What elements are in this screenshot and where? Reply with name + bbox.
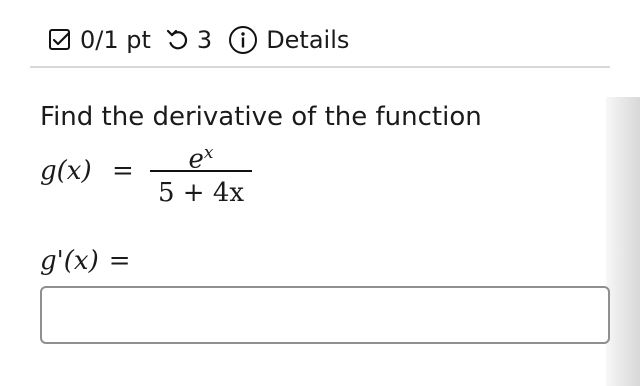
question-header: [30, 22, 610, 58]
fraction-denominator: 5 + 4x: [157, 178, 245, 208]
answer-input[interactable]: [40, 286, 610, 344]
answer-label-line: [40, 246, 131, 276]
function-equals: =: [112, 156, 134, 186]
function-label: g(x): [40, 156, 92, 186]
score-text: 0/1 pt: [80, 26, 151, 54]
checkbox-icon: [48, 28, 72, 52]
fraction-numerator: [150, 138, 252, 175]
retry-count: 3: [196, 26, 213, 54]
function-expression: [40, 138, 300, 218]
details-link[interactable]: Details: [266, 26, 350, 54]
retry-icon[interactable]: [165, 27, 191, 53]
fraction: [150, 138, 252, 208]
answer-equals: =: [108, 246, 131, 276]
info-icon[interactable]: [228, 25, 258, 55]
numerator-exponent: x: [203, 142, 214, 162]
right-scroll-panel: [606, 97, 640, 386]
answer-label: g'(x): [40, 246, 99, 276]
question-prompt: Find the derivative of the function: [40, 102, 482, 132]
numerator-base: e: [188, 144, 204, 175]
header-divider: [30, 66, 610, 68]
